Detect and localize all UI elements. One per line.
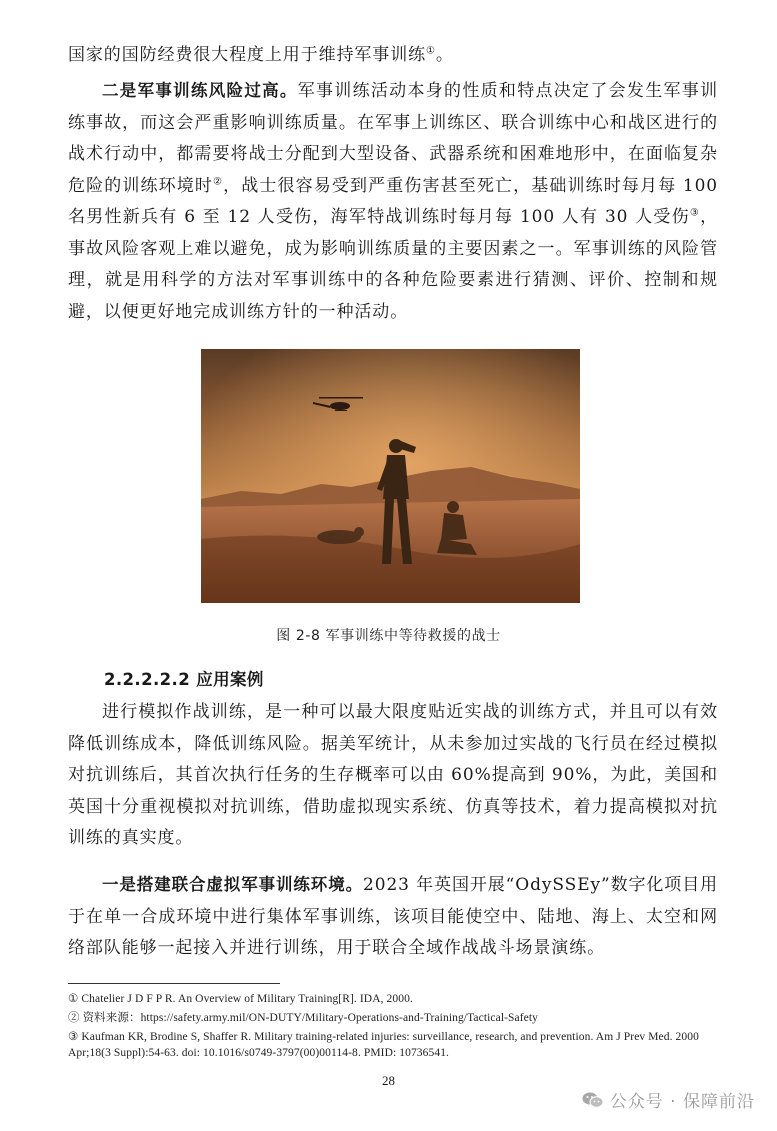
paragraph-training-risk [68, 75, 718, 328]
paragraph-simulation [68, 697, 718, 855]
paragraph-text: ，事故风险客观上难以避免，成为影响训练质量的主要因素之一。军事训练的风险管理，就是用科学的方法对军事训练中的各种危险要素进行猜测、评价、控制和规避，以便更好地完成训练方针的一种活动。 [68, 207, 718, 322]
paragraph-continuation [68, 40, 718, 72]
figure-soldiers-image [201, 349, 580, 603]
watermark-text: 公众号 · 保障前沿 [609, 1092, 755, 1112]
page-number: 28 [382, 1073, 395, 1088]
figure-caption: 图 2-8 军事训练中等待救援的战士 [276, 628, 501, 644]
paragraph-text: 2023 年英国开展“OdySSEy”数字化项目用于在单一合成环境中进行集体军事训练，该项目能使空中、陆地、海上、太空和网络部队能够一起接入并进行训练，用于联合全域作战战斗场景演练。 [68, 875, 719, 958]
paragraph-text: ，战士很容易受到严重伤害甚至死亡，基础训练时每月每 100 名男性新兵有 6 至 12 人受伤，海军特战训练时每月每 100 人有 30 人受伤 [68, 175, 718, 227]
footnote-divider [68, 983, 280, 984]
watermark [582, 1087, 755, 1112]
wechat-icon [582, 1091, 604, 1109]
paragraph-lead: 二是军事训练风险过高。 [102, 81, 298, 100]
section-heading: 2.2.2.2.2 应用案例 [104, 670, 264, 689]
paragraph-virtual-env [68, 869, 718, 965]
paragraph-text: 军事训练活动本身的性质和特点决定了会发生军事训练事故，而这会严重影响训练质量。在军事上训练区、联合训练中心和战区进行的战术行动中，都需要将战士分配到大型设备、武器系统和困难地形中，在面临复杂危险的训练环境时 [68, 81, 718, 196]
footnote-3: ③ Kaufman KR, Brodine S, Shaffer R. Military training-related injuries: surveillance, research, and prevention. Am J Prev Med. 2000 Apr;18(3 Suppl):54-63. doi: 10.1016/s0749-3797(00)00114-8. PMID: 10736541. [68, 1031, 699, 1059]
footnote-1: ① Chatelier J D F P R. An Overview of Military Training[R]. IDA, 2000. [68, 993, 413, 1005]
footnote-ref-3[interactable]: ③ [689, 207, 701, 219]
footnote-ref-2[interactable]: ② [213, 175, 224, 187]
paragraph-text: 国家的国防经费很大程度上用于维持军事训练 [68, 45, 426, 65]
paragraph-lead: 一是搭建联合虚拟军事训练环境。 [102, 875, 364, 894]
soldiers-illustration [201, 349, 580, 603]
paragraph-text: 。 [435, 45, 454, 65]
footnote-2[interactable]: ② 资料来源：https://safety.army.mil/ON-DUTY/Military-Operations-and-Training/Tactical-Safety [68, 1012, 539, 1024]
paragraph-text: 进行模拟作战训练，是一种可以最大限度贴近实战的训练方式，并且可以有效降低训练成本，降低训练风险。据美军统计，从未参加过实战的飞行员在经过模拟对抗训练后，其首次执行任务的生存概率可以由 60%提高到 90%，为此，美国和英国十分重视模拟对抗训练，借助虚拟现实系统、仿真等技术，着力提高模拟对抗训练的真实度。 [68, 702, 718, 848]
footnote-ref-1[interactable]: ① [426, 45, 436, 57]
